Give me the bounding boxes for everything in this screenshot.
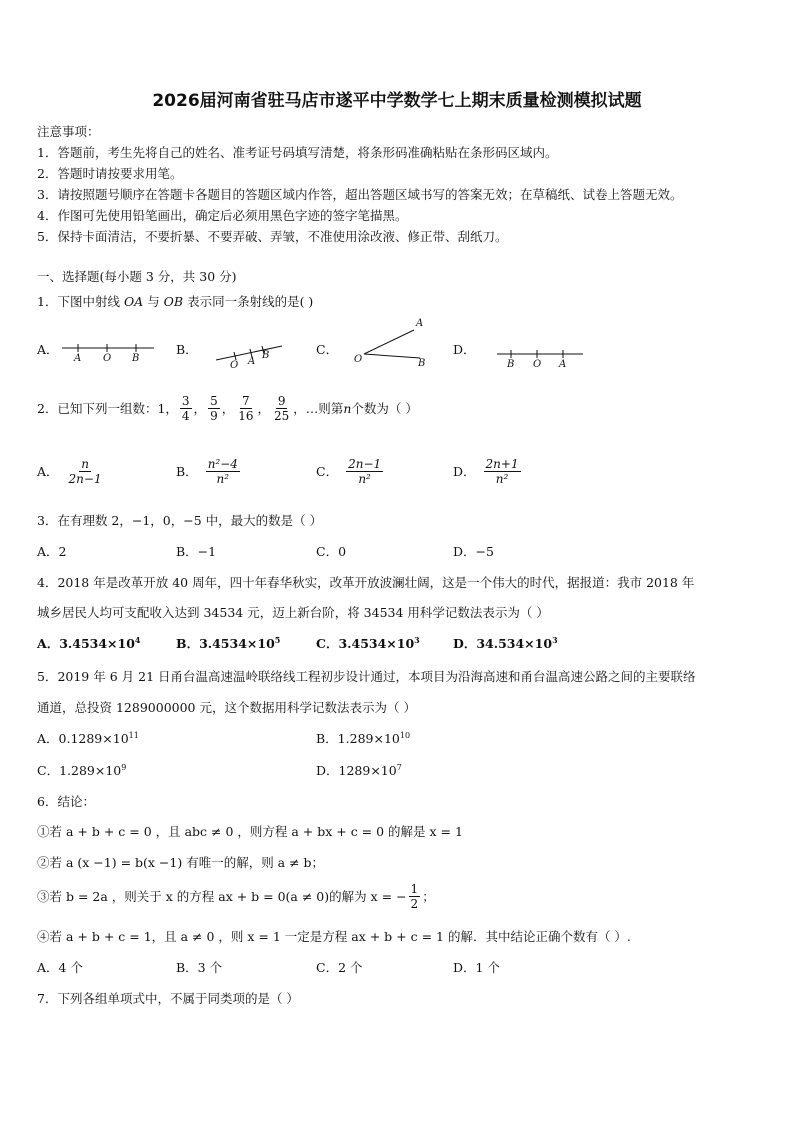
q3-option-a: A．2 [37,544,67,559]
q1d-label-b: B [507,359,515,370]
q4-option-c: C．$3.4534\times 10^3$ [316,634,420,651]
q1c-label-o: O [354,354,363,365]
q5-option-d: D．$1289\times 10^7$ [316,762,402,778]
q1b-label-a: A [248,356,256,367]
q6-option-d: D．1 个 [453,960,500,975]
q6-conclusion-3: ③若 b = 2a ，则关于 x 的方程 ax + b = 0(a ≠ 0)的解为 x = − $\frac{1}{2}$ ； [37,881,435,911]
q5-stem-line-2: 通道，总投资 1289000000 元，这个数据用科学记数法表示为（ ） [37,700,416,715]
q1b-label-o: O [230,360,239,370]
q1c-label-a: A [416,318,424,329]
q1-figure-b [212,338,284,370]
q2-fraction-4: $\frac{9}{25}$ [274,393,290,423]
page-title: 2026届河南省驻马店市遂平中学数学七上期末质量检测模拟试题 [152,91,642,111]
q1-option-b-label: B． [176,342,198,357]
note-item-3: 3．请按照题号顺序在答题卡各题目的答题区域内作答，超出答题区域书写的答案无效；在草稿纸、试卷上答题无效。 [37,187,683,202]
q1-option-c-label: C． [316,342,339,357]
q2-fraction-1: $\frac{3}{4}$ [181,393,190,423]
q1-figure-d [495,344,585,370]
q5-stem-line-1: 5．2019 年 6 月 21 日甬台温高速温岭联络线工程初步设计通过，本项目为沿海高速和甬台温高速公路之间的主要联络 [37,669,696,684]
q4-option-a: A．$3.4534\times 10^4$ [37,634,141,651]
q5-option-c: C．$1.289\times 10^9$ [37,762,127,778]
q1c-label-b: B [418,358,426,368]
q4-option-b: B．$3.4534\times 10^5$ [176,634,281,651]
q5-option-b: B．$1.289\times 10^{10}$ [316,730,411,746]
note-item-2: 2．答题时请按要求用笔。 [37,166,183,181]
q1a-label-o: O [103,353,112,364]
q4-stem-line-2: 城乡居民人均可支配收入达到 34534 元，迈上新台阶，将 34534 用科学记数法表示为（ ） [37,605,549,620]
q6-option-a: A．4 个 [37,960,83,975]
q5-option-a: A．$0.1289\times 10^{11}$ [37,730,139,746]
q6-option-b: B．3 个 [176,960,223,975]
notes-heading: 注意事项： [37,124,100,139]
q1-option-a-label: A． [37,342,59,357]
q2-option-a: A． $\frac{n}{2n-1}$ [37,456,102,486]
q1-figure-a [60,338,156,364]
q3-option-c: C．0 [316,544,347,559]
q2-stem: 2．已知下列一组数：1， $\frac{3}{4}$ ， $\frac{5}{9}$ ， $\frac{7}{16}$ ， $\frac{9}{25}$ ，…则第 n 个数为（ ） [37,393,418,423]
q6-option-c: C．2 个 [316,960,363,975]
section-heading: 一、选择题(每小题 3 分，共 30 分) [37,269,237,284]
q1d-label-a: A [559,359,567,370]
q2-option-c: C． $\frac{2n-1}{\text{n²}}$ [316,456,382,486]
q6-conclusion-4: ④若 a + b + c = 1，且 a ≠ 0 ，则 x = 1 一定是方程 ax + b + c = 1 的解．其中结论正确个数有（ ）. [37,929,631,944]
q1a-label-b: B [132,353,140,364]
q7-stem: 7．下列各组单项式中，不属于同类项的是（ ） [37,991,299,1006]
note-item-4: 4．作图可先使用铅笔画出，确定后必须用黑色字迹的签字笔描黑。 [37,208,408,223]
q2-option-b: B． $\frac{\text{n²−4}}{\text{n²}}$ [176,456,238,486]
q1-option-d-label: D． [453,342,476,357]
q2-fraction-2: $\frac{5}{9}$ [210,393,218,423]
note-item-1: 1．答题前，考生先将自己的姓名、准考证号码填写清楚，将条形码准确粘贴在条形码区域内。 [37,145,558,160]
q1d-label-o: O [533,359,542,370]
q6-conclusion-2: ②若 a (x −1) = b(x −1) 有唯一的解，则 a ≠ b； [37,855,325,870]
q4-stem-line-1: 4．2018 年是改革开放 40 周年，四十年春华秋实，改革开放波澜壮阔，这是一个伟大的时代，据报道：我市 2018 年 [37,575,695,590]
q1a-label-a: A [74,353,82,364]
q1-stem: 1．下图中射线 OA 与 OB 表示同一条射线的是( ) [37,294,314,309]
q1-figure-c [350,316,432,368]
q6-stem: 6．结论： [37,794,95,809]
q6-conclusion-1: ①若 a + b + c = 0 ，且 abc ≠ 0 ，则方程 a + bx + c = 0 的解是 x = 1 [37,824,463,839]
q3-stem: 3．在有理数 2，−1，0，−5 中，最大的数是（ ） [37,513,323,528]
q3-option-b: B．−1 [176,544,217,559]
q2-fraction-3: $\frac{7}{16}$ [238,393,254,423]
q2-option-d: D． $\frac{2n+1}{\text{n²}}$ [453,456,519,486]
note-item-5: 5．保持卡面清洁，不要折暴、不要弄破、弄皱，不准使用涂改液、修正带、刮纸刀。 [37,229,508,244]
q1b-label-b: B [262,350,270,361]
q3-option-d: D．−5 [453,544,494,559]
q4-option-d: D．$34.534\times 10^3$ [453,634,558,651]
